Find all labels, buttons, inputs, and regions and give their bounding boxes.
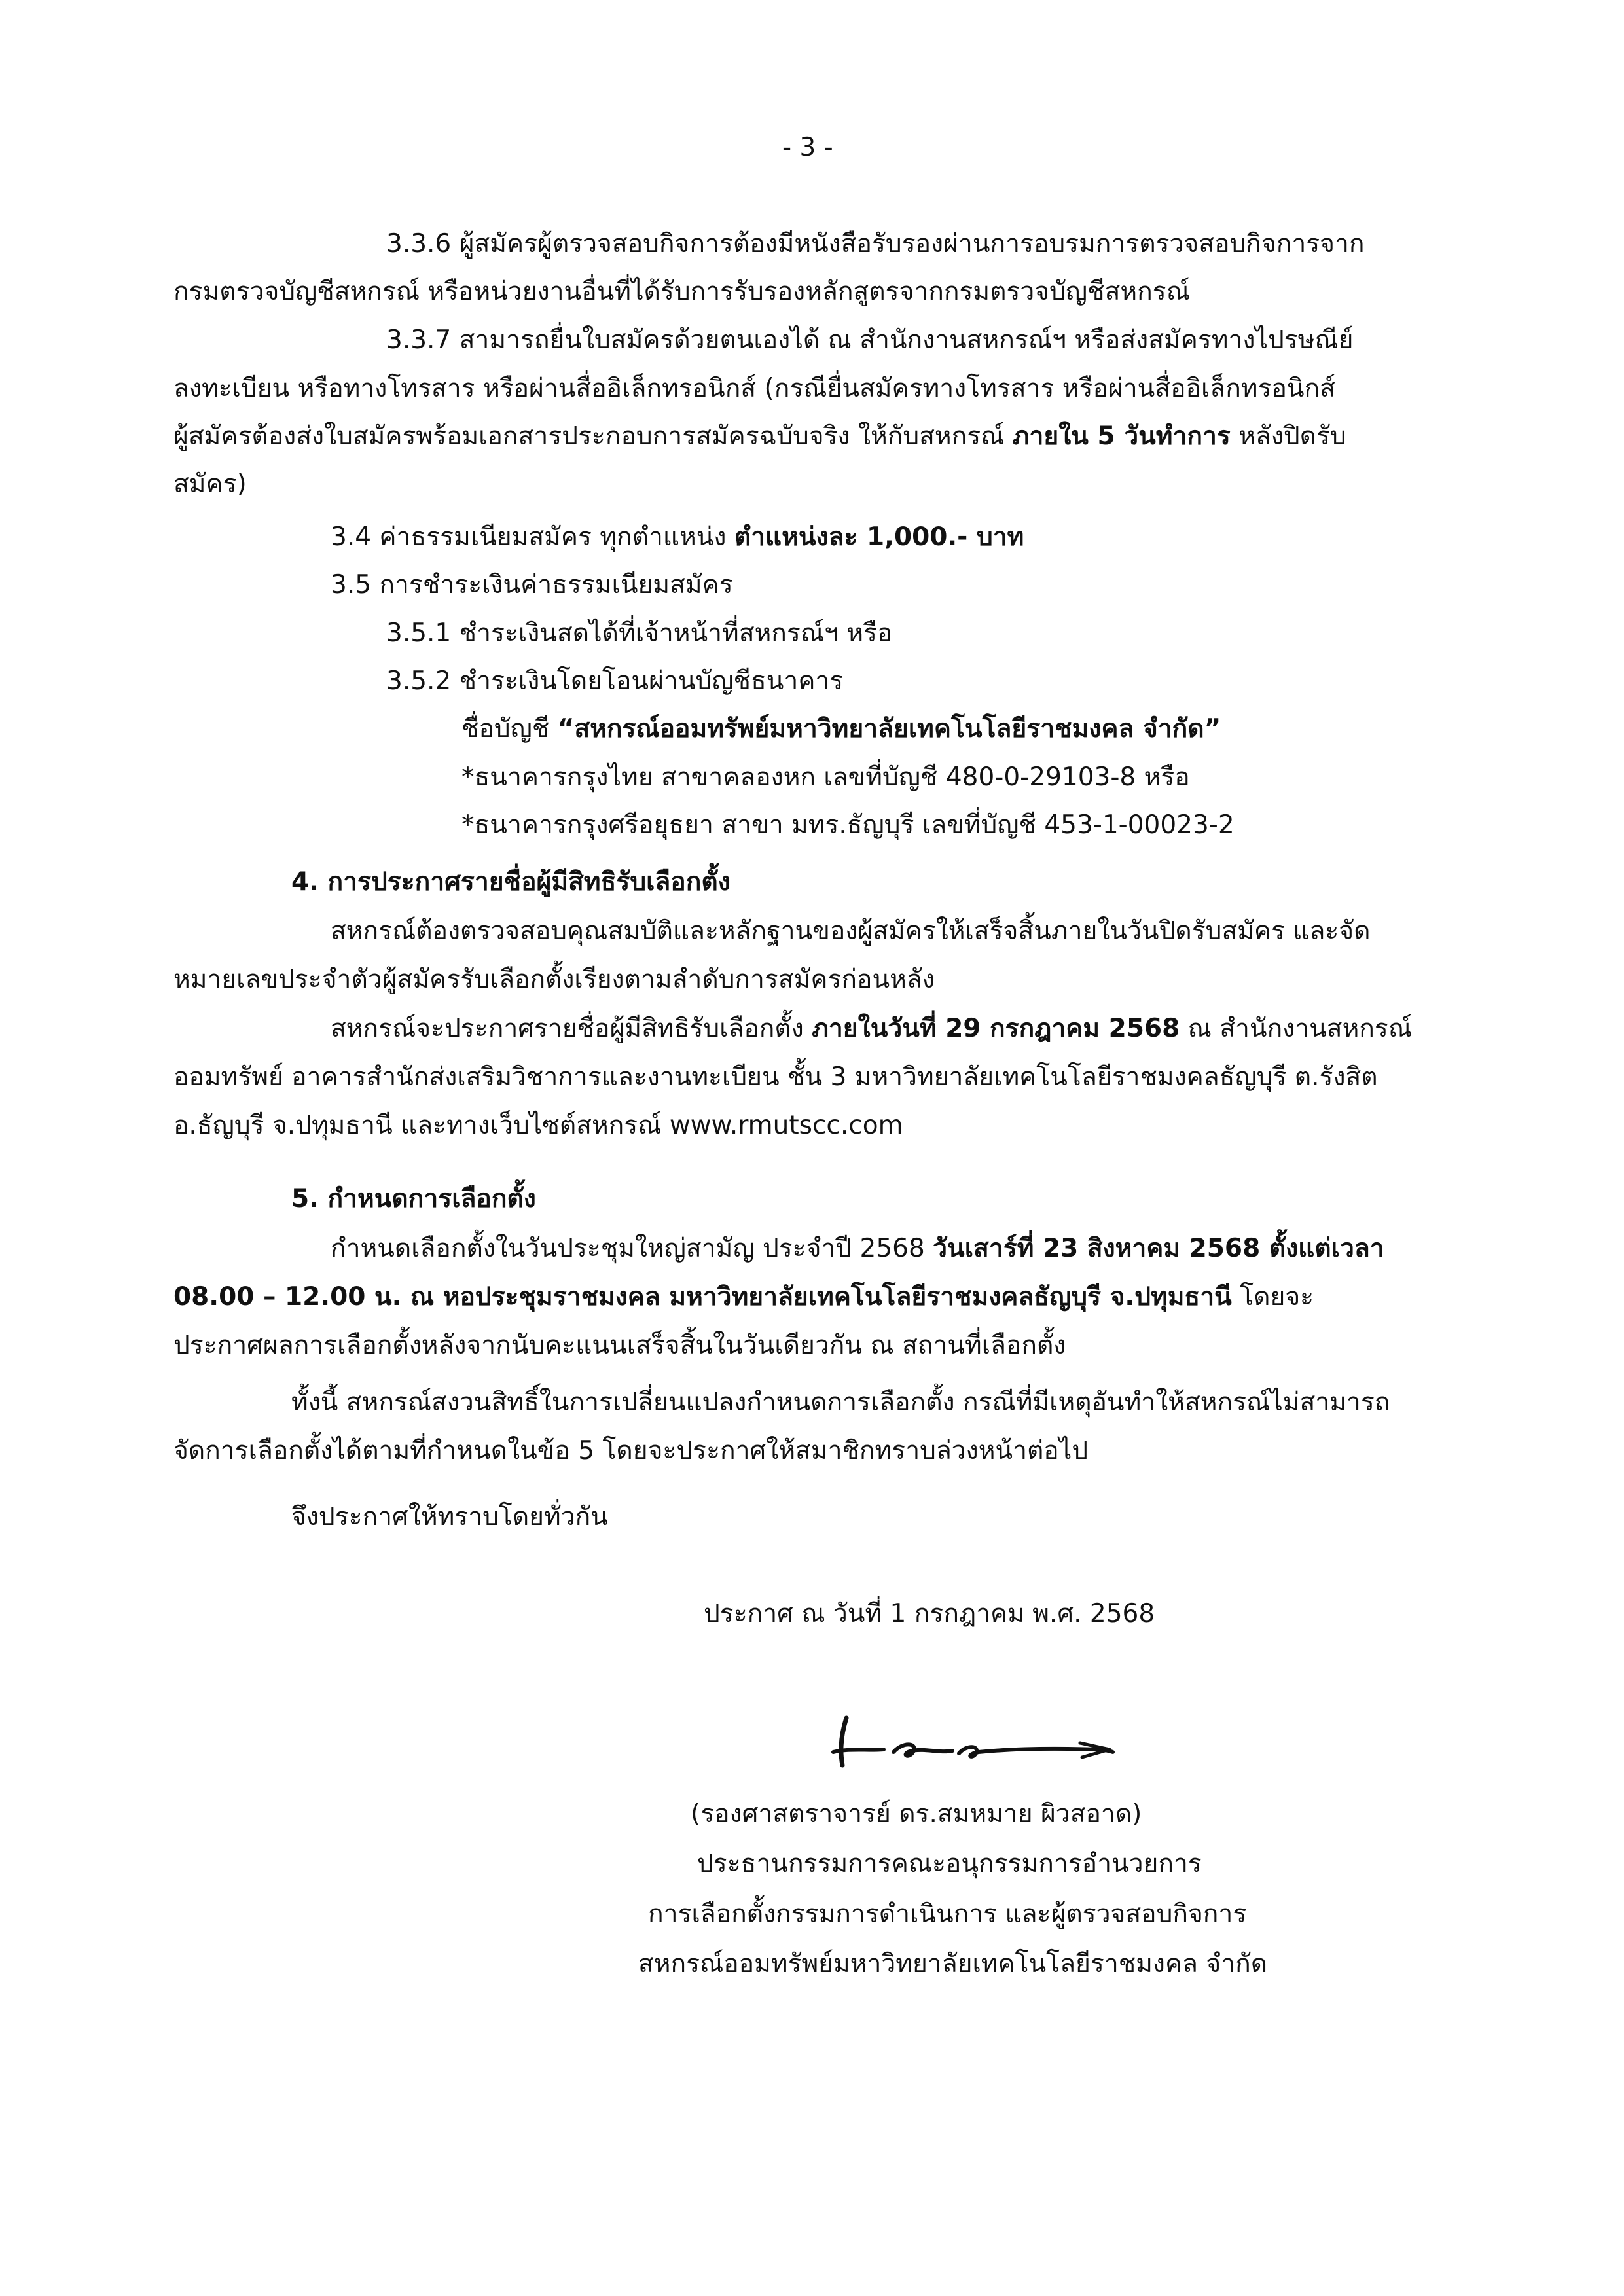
section-5-line-2-tail: โดยจะ	[1231, 1282, 1314, 1312]
item-3-3-7-line-4: สมัคร)	[173, 469, 247, 499]
item-3-3-7-line-1: 3.3.7 สามารถยื่นใบสมัครด้วยตนเองได้ ณ สำนักงานสหกรณ์ฯ หรือส่งสมัครทางไปรษณีย์	[386, 325, 1354, 355]
section-4-heading: 4. การประกาศรายชื่อผู้มีสิทธิรับเลือกตั้ง	[291, 867, 731, 897]
section-5-heading: 5. กำหนดการเลือกตั้ง	[291, 1184, 536, 1213]
section-4-para-1-line-2: หมายเลขประจำตัวผู้สมัครรับเลือกตั้งเรียงตามลำดับการสมัครก่อนหลัง	[173, 965, 935, 994]
fee-amount: ตำแหน่งละ 1,000.- บาท	[734, 522, 1024, 552]
bank-account-1: *ธนาคารกรุงไทย สาขาคลองหก เลขที่บัญชี 480-0-29103-8 หรือ	[461, 762, 1190, 792]
section-5-line-1-text: กำหนดเลือกตั้งในวันประชุมใหญ่สามัญ ประจำปี 2568	[331, 1234, 933, 1263]
signatory-title-3: สหกรณ์ออมทรัพย์มหาวิทยาลัยเทคโนโลยีราชมงคล จำกัด	[638, 1949, 1268, 1979]
announce-date: ภายในวันที่ 29 กรกฎาคม 2568	[812, 1014, 1180, 1043]
signatory-title-1: ประธานกรรมการคณะอนุกรรมการอำนวยการ	[697, 1849, 1202, 1878]
section-4-para-2-tail: ณ สำนักงานสหกรณ์	[1180, 1014, 1413, 1043]
election-date: วันเสาร์ที่ 23 สิงหาคม 2568 ตั้งแต่เวลา	[933, 1234, 1384, 1263]
section-4-para-2-line-2: ออมทรัพย์ อาคารสำนักส่งเสริมวิชาการและงานทะเบียน ชั้น 3 มหาวิทยาลัยเทคโนโลยีราชมงคลธัญบุรี ต.รังสิต	[173, 1062, 1378, 1092]
item-3-3-7-line-3-tail: หลังปิดรับ	[1230, 422, 1346, 451]
item-3-3-7-line-3-text: ผู้สมัครต้องส่งใบสมัครพร้อมเอกสารประกอบการสมัครฉบับจริง ให้กับสหกรณ์	[173, 422, 1013, 451]
bank-account-2: *ธนาคารกรุงศรีอยุธยา สาขา มทร.ธัญบุรี เลขที่บัญชี 453-1-00023-2	[461, 810, 1235, 840]
signature-image	[821, 1705, 1123, 1777]
deadline-emphasis: ภายใน 5 วันทำการ	[1012, 422, 1231, 451]
section-5-line-2	[173, 1280, 1314, 1314]
section-4-para-2-line-1	[331, 1012, 1412, 1046]
announcement-date: ประกาศ ณ วันที่ 1 กรกฎาคม พ.ศ. 2568	[704, 1599, 1155, 1628]
section-4-para-2-line-3: อ.ธัญบุรี จ.ปทุมธานี และทางเว็บไซต์สหกรณ์ www.rmutscc.com	[173, 1111, 903, 1140]
signatory-title-2: การเลือกตั้งกรรมการดำเนินการ และผู้ตรวจสอบกิจการ	[648, 1899, 1247, 1929]
item-3-3-7-line-3	[173, 420, 1346, 454]
item-3-5-title: 3.5 การชำระเงินค่าธรรมเนียมสมัคร	[331, 570, 733, 600]
item-3-3-7-line-2: ลงทะเบียน หรือทางโทรสาร หรือผ่านสื่ออิเล็กทรอนิกส์ (กรณียื่นสมัครทางโทรสาร หรือผ่านสื่ออิเล็กทรอนิกส์	[173, 374, 1335, 403]
item-3-5-1: 3.5.1 ชำระเงินสดได้ที่เจ้าหน้าที่สหกรณ์ฯ หรือ	[386, 619, 893, 648]
closing-statement: จึงประกาศให้ทราบโดยทั่วกัน	[291, 1502, 608, 1532]
item-3-4-text: 3.4 ค่าธรรมเนียมสมัคร ทุกตำแหน่ง	[331, 522, 734, 552]
section-5-line-3: ประกาศผลการเลือกตั้งหลังจากนับคะแนนเสร็จสิ้นในวันเดียวกัน ณ สถานที่เลือกตั้ง	[173, 1331, 1066, 1360]
item-3-5-2: 3.5.2 ชำระเงินโดยโอนผ่านบัญชีธนาคาร	[386, 666, 844, 696]
election-time-venue: 08.00 – 12.00 น. ณ หอประชุมราชมงคล มหาวิทยาลัยเทคโนโลยีราชมงคลธัญบุรี จ.ปทุมธานี	[173, 1282, 1232, 1312]
page-number: - 3 -	[782, 133, 833, 162]
notice-line-2: จัดการเลือกตั้งได้ตามที่กำหนดในข้อ 5 โดยจะประกาศให้สมาชิกทราบล่วงหน้าต่อไป	[173, 1436, 1089, 1465]
notice-line-1: ทั้งนี้ สหกรณ์สงวนสิทธิ์ในการเปลี่ยนแปลงกำหนดการเลือกตั้ง กรณีที่มีเหตุอันทำให้สหกรณ์ไม่สามารถ	[291, 1388, 1390, 1417]
account-name-line	[461, 712, 1221, 746]
item-3-3-6-line-1: 3.3.6 ผู้สมัครผู้ตรวจสอบกิจการต้องมีหนังสือรับรองผ่านการอบรมการตรวจสอบกิจการจาก	[386, 229, 1365, 259]
section-4-para-1-line-1: สหกรณ์ต้องตรวจสอบคุณสมบัติและหลักฐานของผู้สมัครให้เสร็จสิ้นภายในวันปิดรับสมัคร และจัด	[331, 916, 1371, 946]
item-3-3-6-line-2: กรมตรวจบัญชีสหกรณ์ หรือหน่วยงานอื่นที่ได้รับการรับรองหลักสูตรจากกรมตรวจบัญชีสหกรณ์	[173, 277, 1190, 306]
account-name: “สหกรณ์ออมทรัพย์มหาวิทยาลัยเทคโนโลยีราชมงคล จำกัด”	[557, 714, 1221, 744]
item-3-4	[331, 520, 1024, 554]
section-5-line-1	[331, 1232, 1384, 1266]
signatory-name: (รองศาสตราจารย์ ดร.สมหมาย ผิวสอาด)	[691, 1799, 1142, 1829]
section-4-para-2-text: สหกรณ์จะประกาศรายชื่อผู้มีสิทธิรับเลือกตั้ง	[331, 1014, 812, 1043]
account-label: ชื่อบัญชี	[461, 714, 558, 744]
